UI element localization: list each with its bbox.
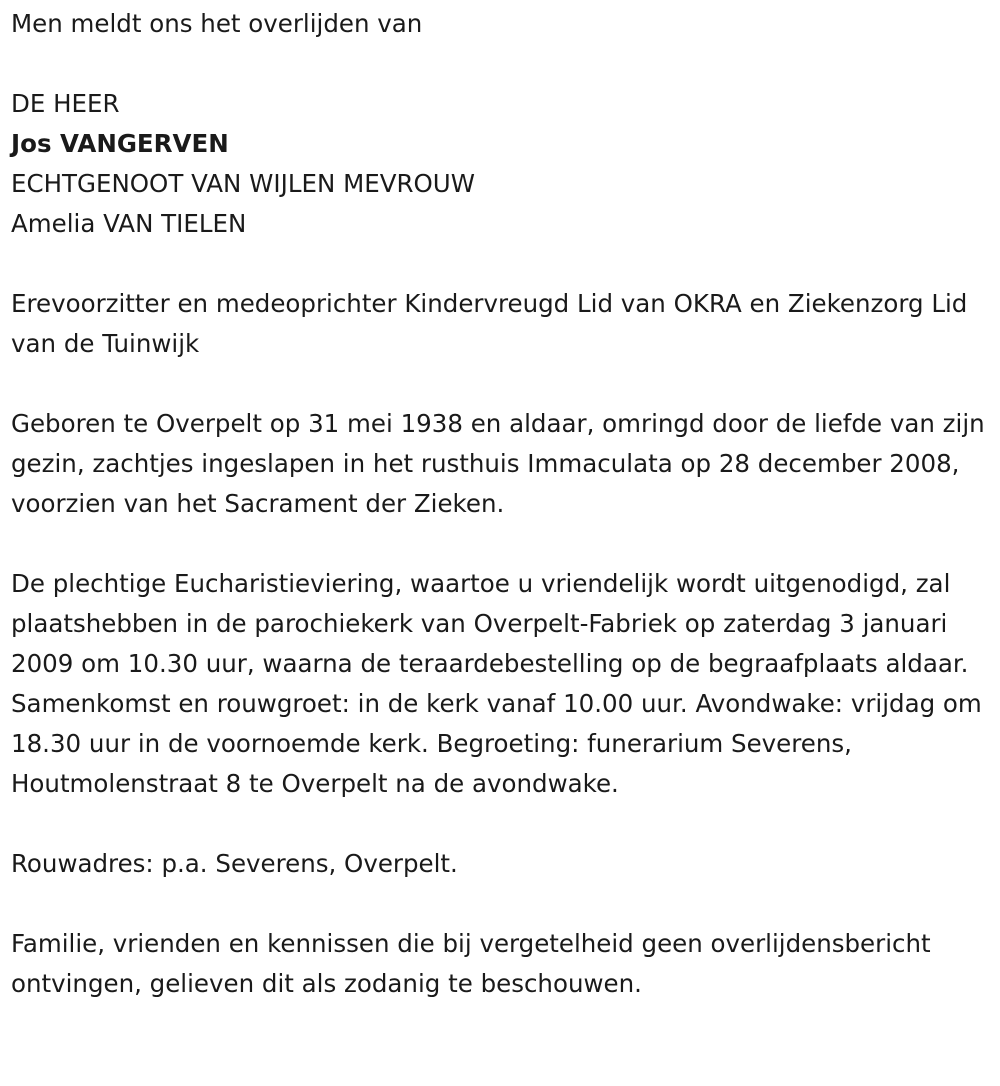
spouse-title: ECHTGENOOT VAN WIJLEN MEVROUW [11, 169, 475, 198]
memberships-paragraph: Erevoorzitter en medeoprichter Kindervreugd Lid van OKRA en Ziekenzorg Lid van de Tuinwijk [11, 289, 968, 358]
spacer [11, 884, 991, 924]
spouse-name: Amelia VAN TIELEN [11, 209, 247, 238]
closing-paragraph: Familie, vrienden en kennissen die bij vergetelheid geen overlijdensbericht ontvingen, gelieven dit als zodanig te beschouwen. [11, 929, 931, 998]
honorific-line: DE HEER [11, 89, 120, 118]
spacer [11, 804, 991, 844]
birth-death-paragraph: Geboren te Overpelt op 31 mei 1938 en aldaar, omringd door de liefde van zijn gezin, zachtjes ingeslapen in het rusthuis Immaculata op 28 december 2008, voorzien van het Sacrament der Zieken. [11, 409, 985, 518]
spacer [11, 524, 991, 564]
spacer [11, 364, 991, 404]
spacer [11, 244, 991, 284]
intro-line: Men meldt ons het overlijden van [11, 9, 423, 38]
ceremony-paragraph: De plechtige Eucharistieviering, waartoe u vriendelijk wordt uitgenodigd, zal plaatshebben in de parochiekerk van Overpelt-Fabriek op zaterdag 3 januari 2009 om 10.30 uur, waarna de teraardebestelling op de begraafplaats aldaar. Samenkomst en rouwgroet: in de kerk vanaf 10.00 uur. Avondwake: vrijdag om 18.30 uur in de voornoemde kerk. Begroeting: funerarium Severens, Houtmolenstraat 8 te Overpelt na de avondwake. [11, 569, 982, 798]
spacer [11, 44, 991, 84]
obituary-notice [11, 4, 991, 1004]
address-line: Rouwadres: p.a. Severens, Overpelt. [11, 849, 458, 878]
deceased-name: Jos VANGERVEN [11, 129, 229, 158]
